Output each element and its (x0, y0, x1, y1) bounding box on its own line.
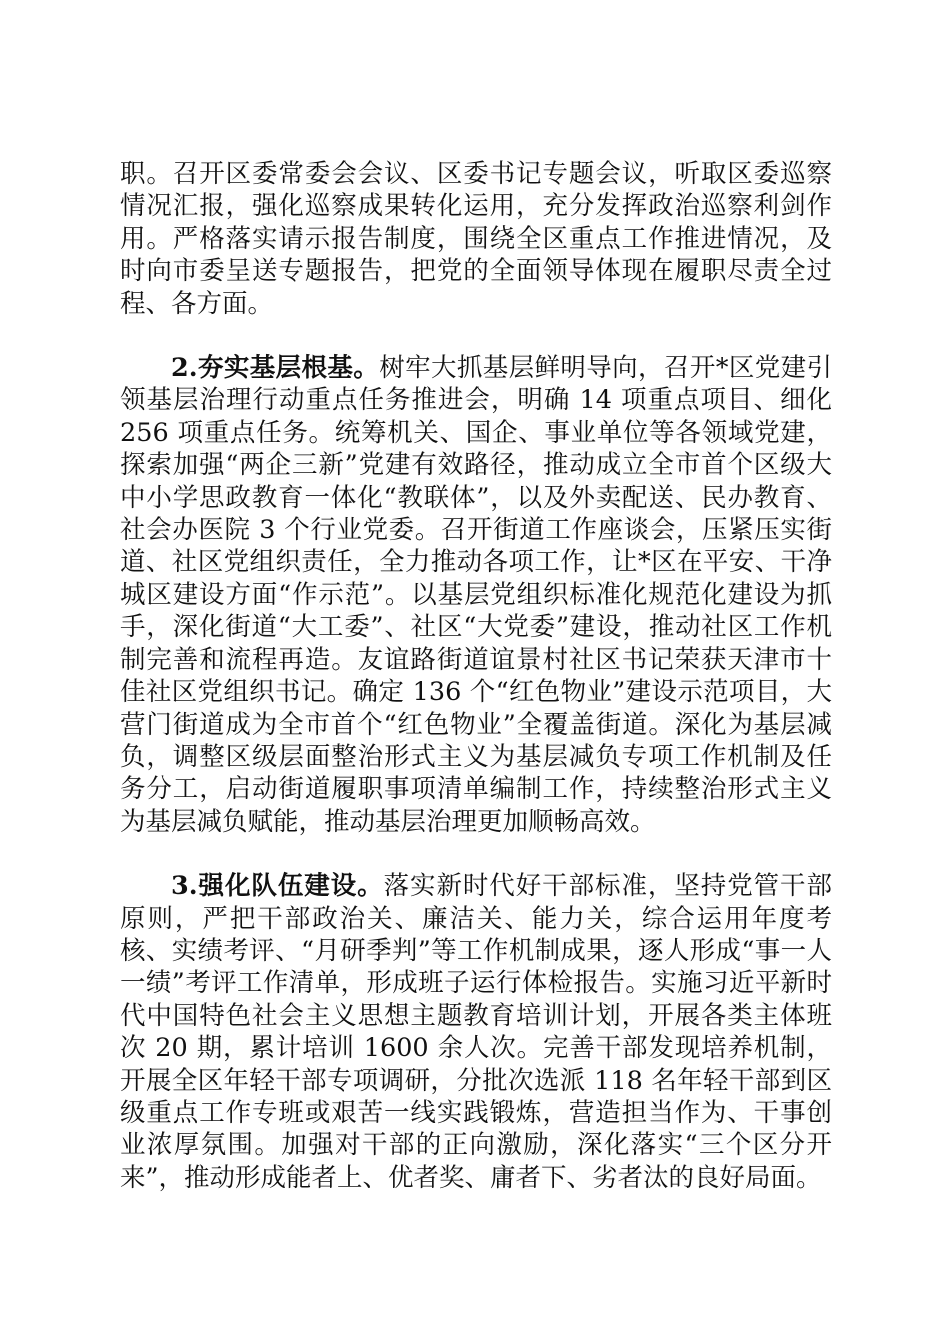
document-page (120, 158, 832, 1226)
section-heading-3: 3.强化队伍建设。 (171, 871, 384, 902)
paragraph-1-body: 职。召开区委常委会会议、区委书记专题会议，听取区委巡察情况汇报，强化巡察成果转化运用，充分发挥政治巡察利剑作用。严格落实请示报告制度，围绕全区重点工作推进情况，及时向市委呈送专题报告，把党的全面领导体现在履职尽责全过程、各方面。 (120, 159, 832, 319)
paragraph-1 (120, 158, 832, 320)
paragraph-2-body: 树牢大抓基层鲜明导向，召开*区党建引领基层治理行动重点任务推进会，明确 14 项重点项目、细化 256 项重点任务。统筹机关、国企、事业单位等各领域党建，探索加强“两企三新”党建有效路径，推动成立全市首个区级大中小学思政教育一体化“教联体”，以及外卖配送、民办教育、社会办医院 3 个行业党委。召开街道工作座谈会，压紧压实街道、社区党组织责任，全力推动各项工作，让*区在平安、干净城区建设方面“作示范”。以基层党组织标准化规范化建设为抓手，深化街道“大工委”、社区“大党委”建设，推动社区工作机制完善和流程再造。友谊路街道谊景村社区书记荣获天津市十佳社区党组织书记。确定 136 个“红色物业”建设示范项目，大营门街道成为全市首个“红色物业”全覆盖街道。深化为基层减负，调整区级层面整治形式主义为基层减负专项工作机制及任务分工，启动街道履职事项清单编制工作，持续整治形式主义为基层减负赋能，推动基层治理更加顺畅高效。 (120, 353, 832, 837)
paragraph-2 (120, 352, 832, 838)
paragraph-3-body: 落实新时代好干部标准，坚持党管干部原则，严把干部政治关、廉洁关、能力关，综合运用年度考核、实绩考评、“月研季判”等工作机制成果，逐人形成“事一人一绩”考评工作清单，形成班子运行体检报告。实施习近平新时代中国特色社会主义思想主题教育培训计划，开展各类主体班次 20 期，累计培训 1600 余人次。完善干部发现培养机制，开展全区年轻干部专项调研，分批次选派 118 名年轻干部到区级重点工作专班或艰苦一线实践锻炼，营造担当作为、干事创业浓厚氛围。加强对干部的正向激励，深化落实“三个区分开来”，推动形成能者上、优者奖、庸者下、劣者汰的良好局面。 (120, 871, 832, 1193)
section-heading-2: 2.夯实基层根基。 (171, 353, 380, 384)
paragraph-3 (120, 870, 832, 1194)
